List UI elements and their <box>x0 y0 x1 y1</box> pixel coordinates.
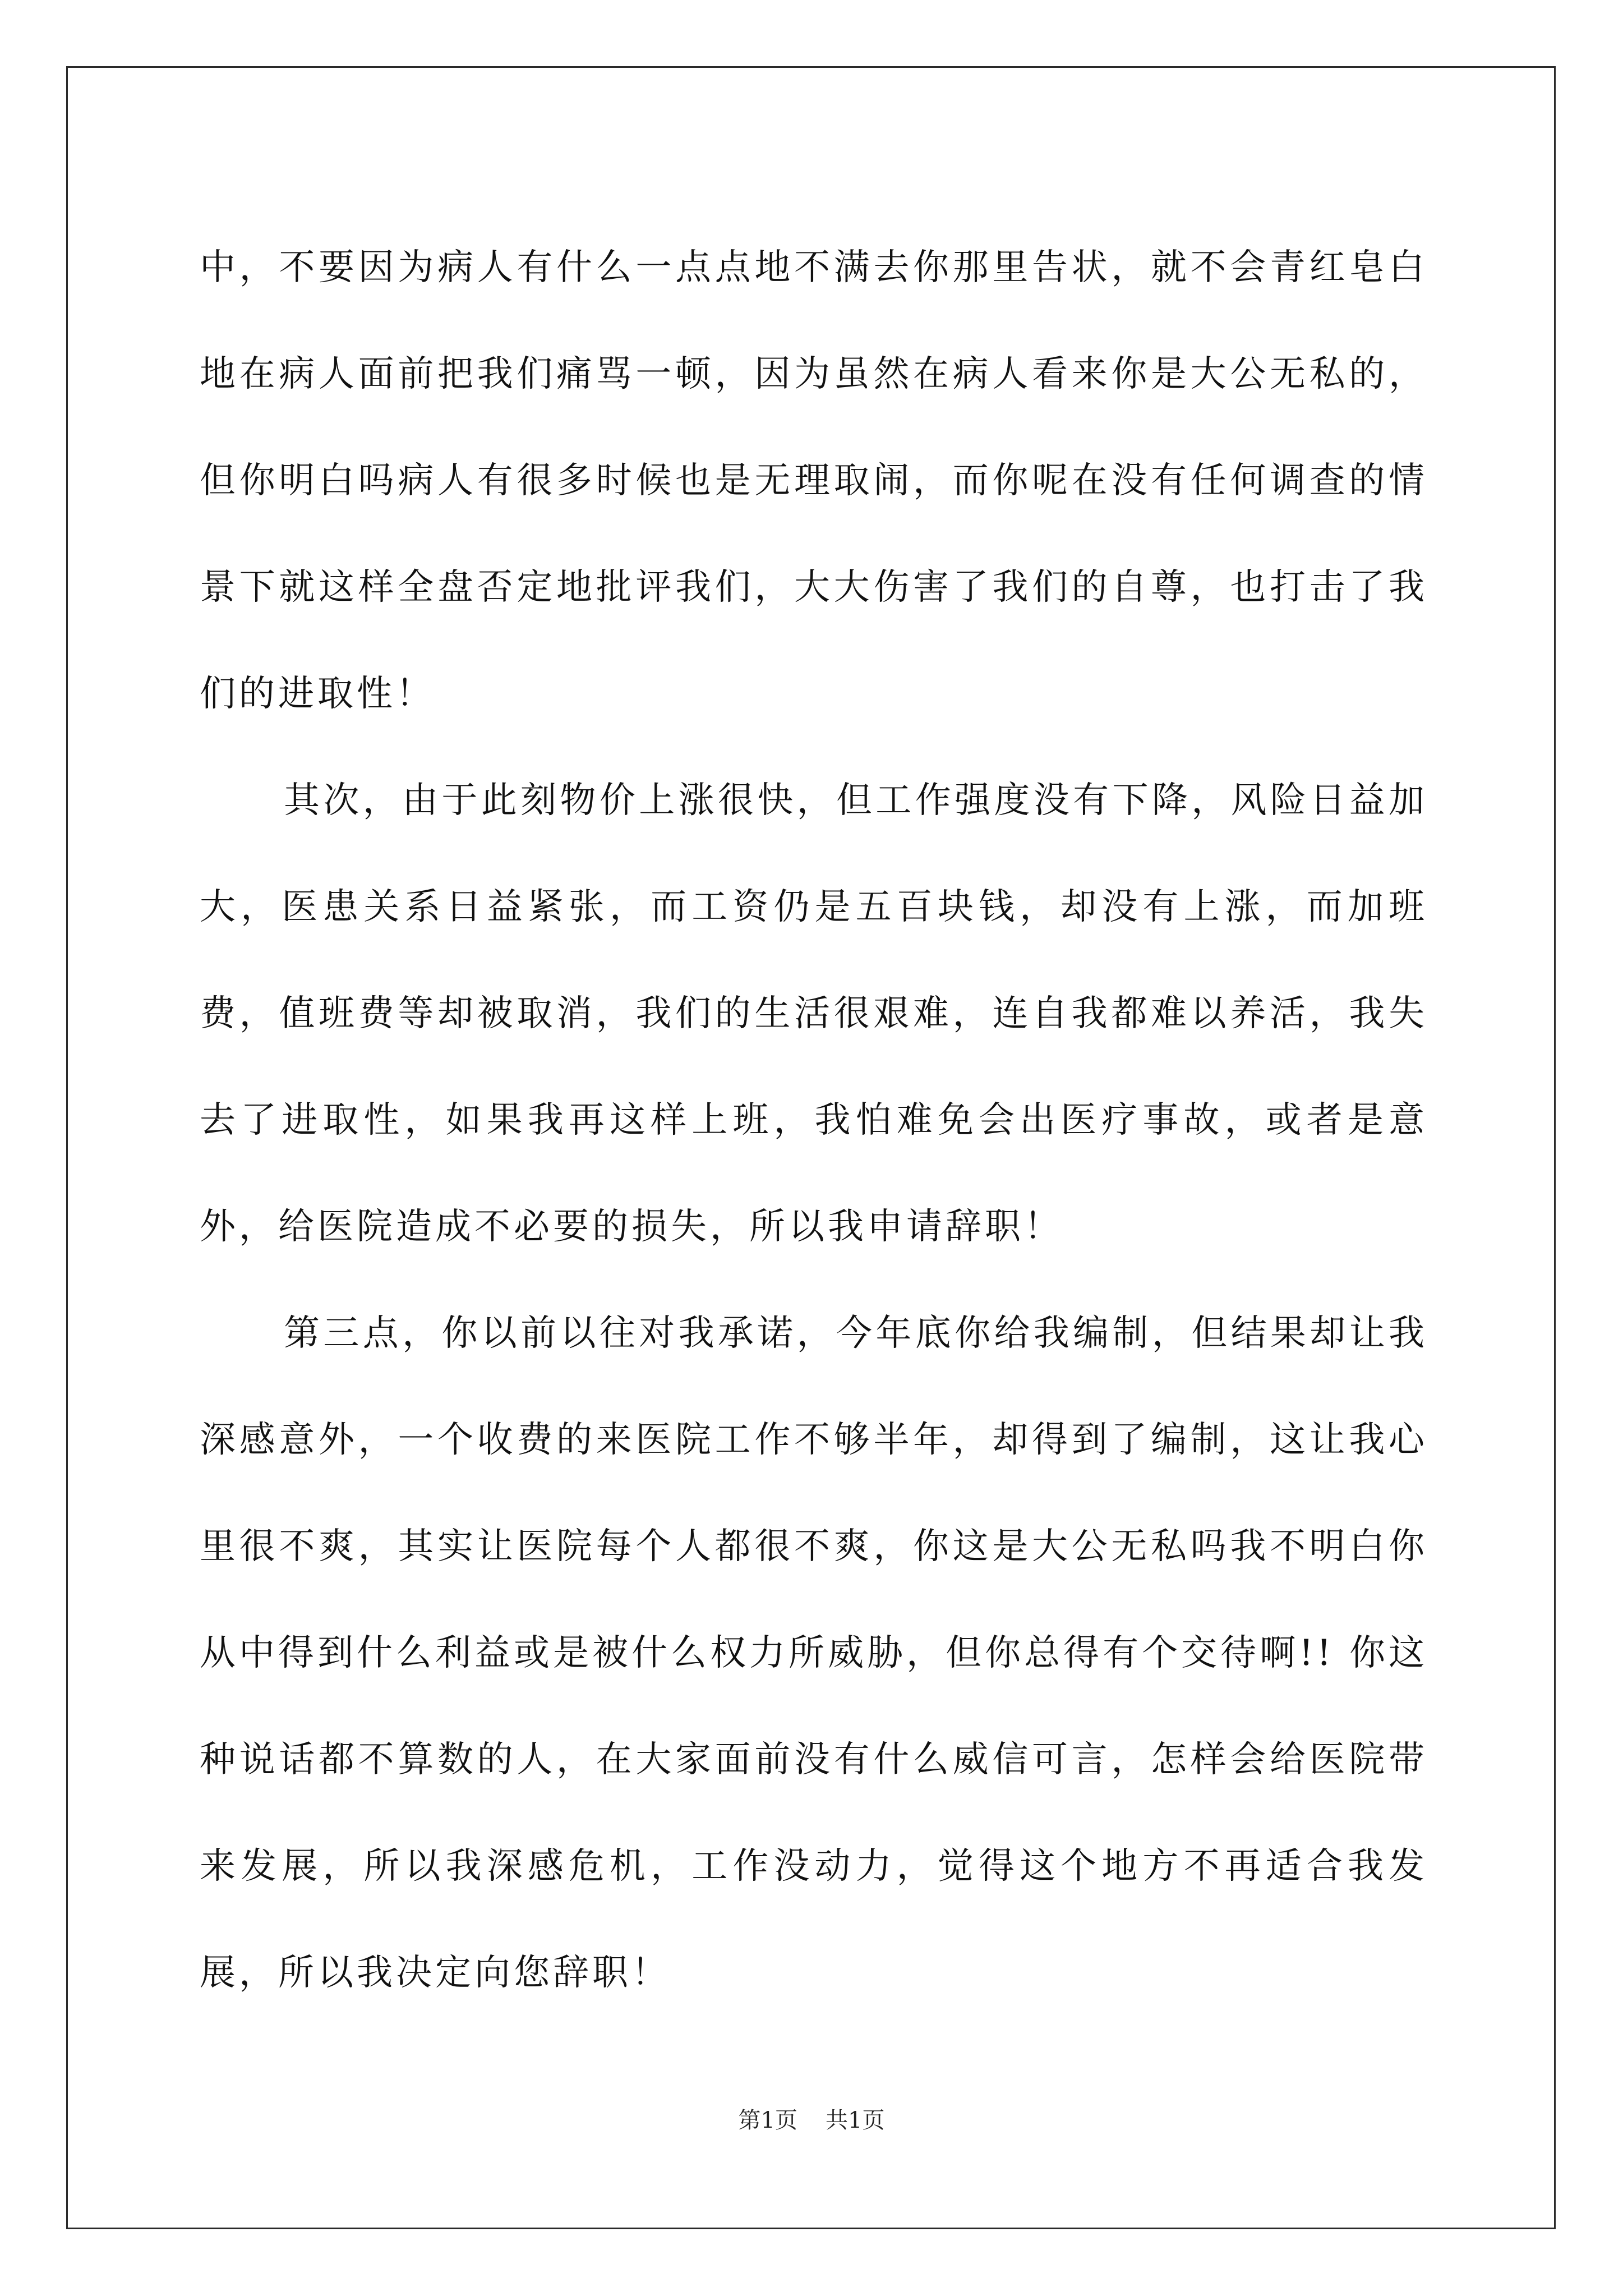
paragraph-2: 其次，由于此刻物价上涨很快，但工作强度没有下降，风险日益加大，医患关系日益紧张，而工资仍是五百块钱，却没有上涨，而加班费，值班费等却被取消，我们的生活很艰难，连自我都难以养活，我失去了进取性，如果我再这样上班，我怕难免会出医疗事故，或者是意外，给医院造成不必要的损失，所以我申请辞职！ <box>200 780 1428 1248</box>
paragraph-1: 中，不要因为病人有什么一点点地不满去你那里告状，就不会青红皂白地在病人面前把我们痛骂一顿，因为虽然在病人看来你是大公无私的，但你明白吗病人有很多时候也是无理取闹，而你呢在没有任何调查的情景下就这样全盘否定地批评我们，大大伤害了我们的自尊，也打击了我们的进取性！ <box>200 247 1428 715</box>
page-footer <box>0 2104 1623 2137</box>
page-total: 共1页 <box>826 2108 885 2133</box>
paragraph-3: 第三点，你以前以往对我承诺，今年底你给我编制，但结果却让我深感意外，一个收费的来医院工作不够半年，却得到了编制，这让我心里很不爽，其实让医院每个人都很不爽，你这是大公无私吗我不明白你从中得到什么利益或是被什么权力所威胁，但你总得有个交待啊!! 你这种说话都不算数的人，在大家面前没有什么威信可言，怎样会给医院带来发展，所以我深感危机，工作没动力，觉得这个地方不再适合我发展，所以我决定向您辞职！ <box>200 1313 1428 1994</box>
page-number: 第1页 <box>738 2108 797 2133</box>
document-body <box>200 214 1428 2026</box>
